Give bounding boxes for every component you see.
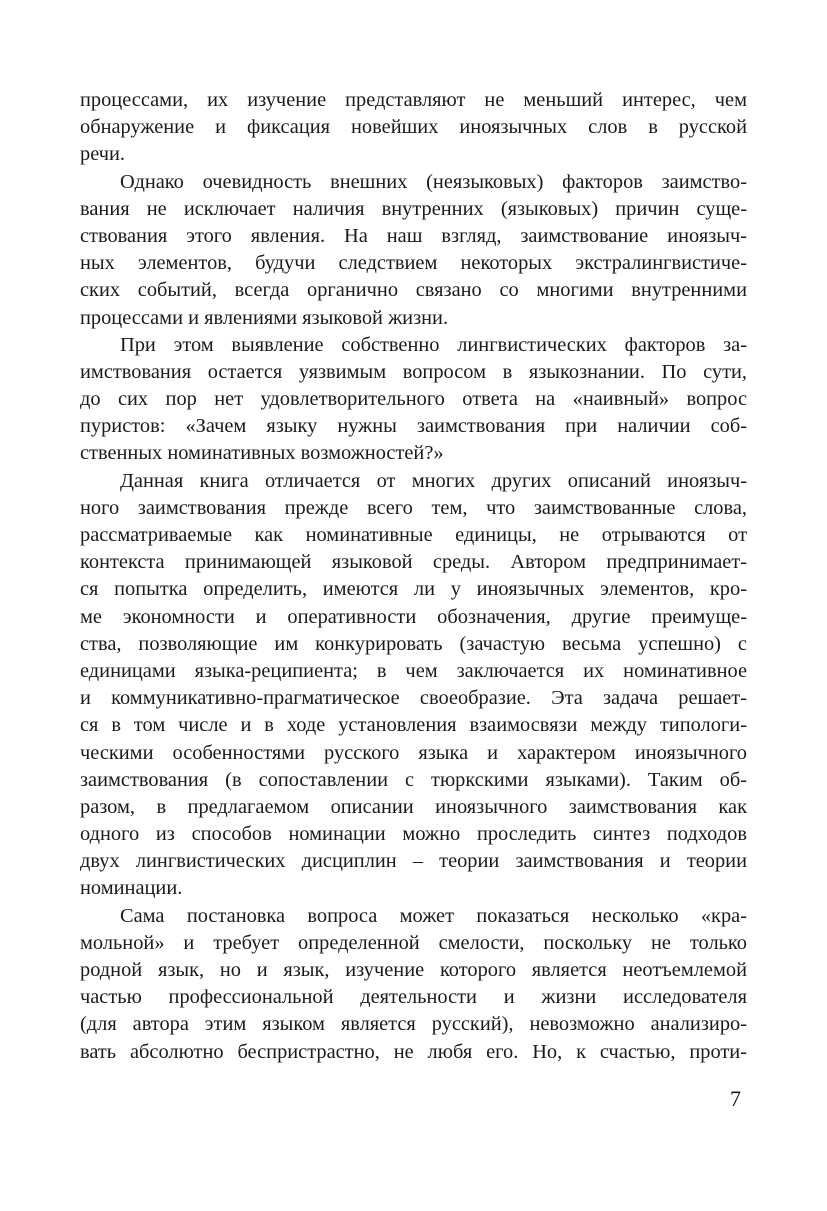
text-line: Однако очевидность внешних (неязыковых) факторов заимство- xyxy=(120,170,747,193)
text-line: мольной» и требует определенной смелости, поскольку не только xyxy=(80,931,747,954)
text-line: (для автора этим языком является русский), невозможно анализиро- xyxy=(80,1013,747,1036)
text-line: ме экономности и оперативности обозначения, другие преимуще- xyxy=(80,605,747,628)
text-line: Данная книга отличается от многих других описаний иноязыч- xyxy=(120,469,747,492)
text-line: речи. xyxy=(80,143,126,166)
text-line: двух лингвистических дисциплин – теории заимствования и теории xyxy=(80,850,747,873)
text-line: ственных номинативных возможностей?» xyxy=(80,442,444,465)
body-text xyxy=(80,87,747,1066)
text-line: заимствования (в сопоставлении с тюркскими языками). Таким об- xyxy=(80,768,747,791)
text-line: ских событий, всегда органично связано со многими внутренними xyxy=(80,279,747,302)
paragraph-2 xyxy=(80,169,747,332)
text-line: рассматриваемые как номинативные единицы, не отрываются от xyxy=(80,524,747,546)
text-line: контекста принимающей языковой среды. Автором предпринимает- xyxy=(80,551,747,574)
text-line: обнаружение и фиксация новейших иноязычных слов в русской xyxy=(80,116,747,139)
text-line: пуристов: «Зачем языку нужны заимствования при наличии соб- xyxy=(80,415,747,438)
paragraph-4 xyxy=(80,468,747,903)
text-line: ческими особенностями русского языка и характером иноязычного xyxy=(80,741,747,764)
text-line: ства, позволяющие им конкурировать (зачастую весьма успешно) с xyxy=(80,632,747,655)
text-line: единицами языка-реципиента; в чем заключается их номинативное xyxy=(80,659,747,682)
text-line: вать абсолютно беспристрастно, не любя его. Но, к счастью, проти- xyxy=(80,1040,747,1063)
paragraph-1 xyxy=(80,87,747,169)
text-line: родной язык, но и язык, изучение которого является неотъемлемой xyxy=(80,959,747,981)
text-line: вания не исключает наличия внутренних (языковых) причин суще- xyxy=(80,197,747,220)
text-line: имствования остается уязвимым вопросом в языкознании. По сути, xyxy=(80,360,747,383)
text-line: ся попытка определить, имеются ли у иноязычных элементов, кро- xyxy=(80,578,747,601)
text-line: При этом выявление собственно лингвистических факторов за- xyxy=(120,333,747,356)
text-line: ствования этого явления. На наш взгляд, заимствование иноязыч- xyxy=(80,224,747,247)
text-line: и коммуникативно-прагматическое своеобразие. Эта задача решает- xyxy=(80,687,747,710)
paragraph-5 xyxy=(80,903,747,1066)
page-number: 7 xyxy=(730,1086,741,1111)
text-line: ных элементов, будучи следствием некоторых экстралингвистиче- xyxy=(80,252,747,275)
text-line: частью профессиональной деятельности и жизни исследователя xyxy=(80,986,747,1009)
text-line: ся в том числе и в ходе установления взаимосвязи между типологи- xyxy=(80,714,747,737)
text-line: до сих пор нет удовлетворительного ответа на «наивный» вопрос xyxy=(80,388,747,411)
text-line: ного заимствования прежде всего тем, что заимствованные слова, xyxy=(80,496,747,519)
text-line: процессами, их изучение представляют не меньший интерес, чем xyxy=(80,89,747,111)
text-line: процессами и явлениями языковой жизни. xyxy=(80,306,449,329)
text-line: разом, в предлагаемом описании иноязычного заимствования как xyxy=(80,795,747,818)
text-line: номинации. xyxy=(80,877,183,900)
paragraph-3 xyxy=(80,332,747,468)
text-line: одного из способов номинации можно проследить синтез подходов xyxy=(80,823,747,846)
text-line: Сама постановка вопроса может показаться несколько «кра- xyxy=(120,904,747,927)
